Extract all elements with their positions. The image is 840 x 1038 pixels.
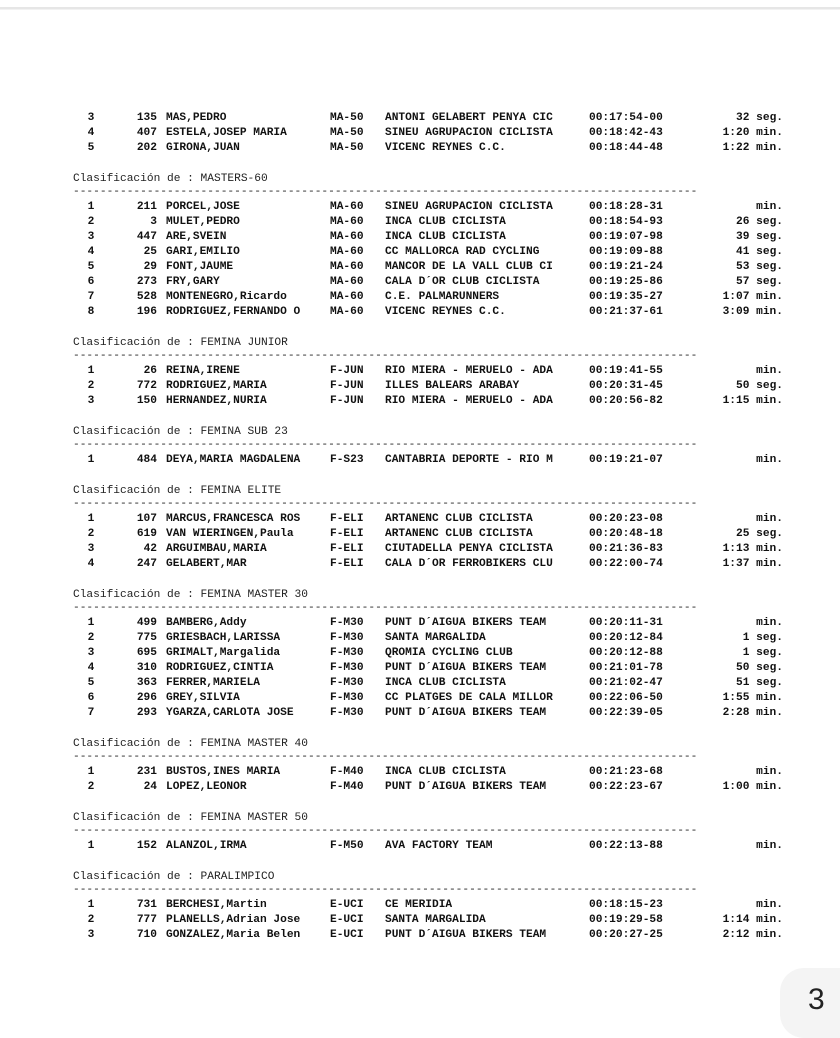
dorsal-cell: 777 — [136, 914, 157, 926]
category-cell: F-M30 — [330, 617, 364, 629]
position-cell: 5 — [87, 261, 95, 273]
club-cell: QROMIA CYCLING CLUB — [385, 647, 513, 659]
rider-name-cell: MULET,PEDRO — [166, 216, 240, 228]
separator-dashes: --------------------------------------------------------------------------------------------- — [73, 884, 698, 896]
gap-cell: 1:13 min. — [722, 543, 783, 555]
category-cell: F-ELI — [330, 543, 364, 555]
separator-line — [0, 883, 840, 898]
category-cell: F-M30 — [330, 662, 364, 674]
position-cell: 1 — [87, 617, 95, 629]
dorsal-cell: 107 — [136, 513, 157, 525]
gap-cell: min. — [756, 365, 783, 377]
dorsal-cell: 25 — [143, 246, 157, 258]
result-row — [0, 928, 840, 943]
category-cell: MA-60 — [330, 291, 364, 303]
result-row — [0, 111, 840, 126]
club-cell: C.E. PALMARUNNERS — [385, 291, 500, 303]
gap-cell: min. — [756, 201, 783, 213]
rider-name-cell: GRIMALT,Margalida — [166, 647, 281, 659]
category-cell: F-M30 — [330, 632, 364, 644]
rider-name-cell: HERNANDEZ,NURIA — [166, 395, 267, 407]
separator-dashes: --------------------------------------------------------------------------------------------- — [73, 825, 698, 837]
rider-name-cell: MONTENEGRO,Ricardo — [166, 291, 287, 303]
category-cell: F-ELI — [330, 513, 364, 525]
result-row — [0, 542, 840, 557]
time-cell: 00:19:25-86 — [589, 276, 663, 288]
time-cell: 00:20:12-84 — [589, 632, 663, 644]
gap-cell: min. — [756, 899, 783, 911]
club-cell: PUNT D´AIGUA BIKERS TEAM — [385, 929, 547, 941]
position-cell: 1 — [87, 766, 95, 778]
dorsal-cell: 202 — [136, 142, 157, 154]
result-row — [0, 839, 840, 854]
result-row — [0, 676, 840, 691]
result-row — [0, 646, 840, 661]
position-cell: 1 — [87, 454, 95, 466]
position-cell: 8 — [87, 306, 95, 318]
dorsal-cell: 42 — [143, 543, 157, 555]
dorsal-cell: 363 — [136, 677, 157, 689]
page-number: 3 — [808, 983, 825, 1016]
position-cell: 4 — [87, 127, 95, 139]
rider-name-cell: RODRIGUEZ,MARIA — [166, 380, 267, 392]
dorsal-cell: 150 — [136, 395, 157, 407]
gap-cell: min. — [756, 513, 783, 525]
time-cell: 00:19:07-98 — [589, 231, 663, 243]
time-cell: 00:21:37-61 — [589, 306, 663, 318]
club-cell: RIO MIERA - MERUELO - ADA — [385, 395, 553, 407]
rider-name-cell: GREY,SILVIA — [166, 692, 240, 704]
rider-name-cell: YGARZA,CARLOTA JOSE — [166, 707, 294, 719]
gap-cell: 1:15 min. — [722, 395, 783, 407]
position-cell: 3 — [87, 112, 95, 124]
category-cell: F-JUN — [330, 380, 364, 392]
separator-line — [0, 349, 840, 364]
rider-name-cell: ARE,SVEIN — [166, 231, 227, 243]
separator-dashes: --------------------------------------------------------------------------------------------- — [73, 602, 698, 614]
result-row — [0, 706, 840, 721]
position-cell: 2 — [87, 380, 95, 392]
gap-cell: 1 seg. — [742, 647, 783, 659]
result-row — [0, 691, 840, 706]
gap-cell: 51 seg. — [736, 677, 783, 689]
club-cell: CALA D´OR FERROBIKERS CLU — [385, 558, 553, 570]
category-cell: F-M40 — [330, 781, 364, 793]
category-cell: F-M50 — [330, 840, 364, 852]
position-cell: 4 — [87, 246, 95, 258]
time-cell: 00:22:13-88 — [589, 840, 663, 852]
gap-cell: 1 seg. — [742, 632, 783, 644]
position-cell: 3 — [87, 647, 95, 659]
rider-name-cell: BUSTOS,INES MARIA — [166, 766, 281, 778]
result-row — [0, 898, 840, 913]
category-cell: E-UCI — [330, 914, 364, 926]
rider-name-cell: DEYA,MARIA MAGDALENA — [166, 454, 301, 466]
club-cell: CC MALLORCA RAD CYCLING — [385, 246, 540, 258]
position-cell: 3 — [87, 929, 95, 941]
result-row — [0, 364, 840, 379]
position-cell: 5 — [87, 142, 95, 154]
classification-title: Clasificación de : MASTERS-60 — [73, 173, 268, 185]
club-cell: ILLES BALEARS ARABAY — [385, 380, 520, 392]
separator-line — [0, 750, 840, 765]
position-cell: 1 — [87, 513, 95, 525]
dorsal-cell: 619 — [136, 528, 157, 540]
classification-title: Clasificación de : FEMINA MASTER 50 — [73, 812, 308, 824]
club-cell: CE MERIDIA — [385, 899, 453, 911]
position-cell: 5 — [87, 677, 95, 689]
result-row — [0, 616, 840, 631]
gap-cell: 50 seg. — [736, 380, 783, 392]
rider-name-cell: GARI,EMILIO — [166, 246, 240, 258]
position-cell: 2 — [87, 216, 95, 228]
dorsal-cell: 775 — [136, 632, 157, 644]
gap-cell: min. — [756, 617, 783, 629]
dorsal-cell: 731 — [136, 899, 157, 911]
gap-cell: 2:28 min. — [722, 707, 783, 719]
category-cell: MA-60 — [330, 201, 364, 213]
time-cell: 00:22:39-05 — [589, 707, 663, 719]
rider-name-cell: LOPEZ,LEONOR — [166, 781, 247, 793]
time-cell: 00:19:41-55 — [589, 365, 663, 377]
dorsal-cell: 211 — [136, 201, 157, 213]
dorsal-cell: 231 — [136, 766, 157, 778]
position-cell: 1 — [87, 201, 95, 213]
dorsal-cell: 26 — [143, 365, 157, 377]
category-cell: MA-50 — [330, 127, 364, 139]
gap-cell: 57 seg. — [736, 276, 783, 288]
position-cell: 1 — [87, 365, 95, 377]
club-cell: VICENC REYNES C.C. — [385, 306, 506, 318]
separator-dashes: --------------------------------------------------------------------------------------------- — [73, 350, 698, 362]
time-cell: 00:20:11-31 — [589, 617, 663, 629]
category-cell: F-JUN — [330, 365, 364, 377]
gap-cell: 1:07 min. — [722, 291, 783, 303]
classification-title: Clasificación de : FEMINA MASTER 40 — [73, 738, 308, 750]
gap-cell: 1:22 min. — [722, 142, 783, 154]
gap-cell: 1:20 min. — [722, 127, 783, 139]
dorsal-cell: 310 — [136, 662, 157, 674]
result-row — [0, 290, 840, 305]
gap-cell: 2:12 min. — [722, 929, 783, 941]
position-cell: 7 — [87, 291, 95, 303]
rider-name-cell: FONT,JAUME — [166, 261, 234, 273]
time-cell: 00:21:23-68 — [589, 766, 663, 778]
position-cell: 4 — [87, 558, 95, 570]
classification-title: Clasificación de : FEMINA SUB 23 — [73, 426, 288, 438]
category-cell: F-M30 — [330, 647, 364, 659]
dorsal-cell: 152 — [136, 840, 157, 852]
position-cell: 7 — [87, 707, 95, 719]
rider-name-cell: BERCHESI,Martin — [166, 899, 267, 911]
time-cell: 00:20:12-88 — [589, 647, 663, 659]
position-cell: 2 — [87, 914, 95, 926]
classification-title: Clasificación de : FEMINA ELITE — [73, 485, 282, 497]
club-cell: ARTANENC CLUB CICLISTA — [385, 513, 533, 525]
club-cell: PUNT D´AIGUA BIKERS TEAM — [385, 707, 547, 719]
club-cell: RIO MIERA - MERUELO - ADA — [385, 365, 553, 377]
result-row — [0, 913, 840, 928]
separator-dashes: --------------------------------------------------------------------------------------------- — [73, 439, 698, 451]
separator-line — [0, 438, 840, 453]
club-cell: SANTA MARGALIDA — [385, 914, 486, 926]
dorsal-cell: 196 — [136, 306, 157, 318]
time-cell: 00:18:15-23 — [589, 899, 663, 911]
time-cell: 00:19:29-58 — [589, 914, 663, 926]
result-row — [0, 260, 840, 275]
time-cell: 00:20:27-25 — [589, 929, 663, 941]
category-cell: F-M40 — [330, 766, 364, 778]
time-cell: 00:20:48-18 — [589, 528, 663, 540]
rider-name-cell: FERRER,MARIELA — [166, 677, 260, 689]
gap-cell: 53 seg. — [736, 261, 783, 273]
rider-name-cell: GONZALEZ,Maria Belen — [166, 929, 301, 941]
club-cell: INCA CLUB CICLISTA — [385, 766, 506, 778]
category-cell: F-M30 — [330, 707, 364, 719]
time-cell: 00:19:21-07 — [589, 454, 663, 466]
rider-name-cell: RODRIGUEZ,FERNANDO O — [166, 306, 301, 318]
club-cell: VICENC REYNES C.C. — [385, 142, 506, 154]
result-row — [0, 527, 840, 542]
time-cell: 00:20:56-82 — [589, 395, 663, 407]
category-cell: MA-60 — [330, 216, 364, 228]
separator-dashes: --------------------------------------------------------------------------------------------- — [73, 498, 698, 510]
club-cell: PUNT D´AIGUA BIKERS TEAM — [385, 781, 547, 793]
gap-cell: 1:00 min. — [722, 781, 783, 793]
result-row — [0, 394, 840, 409]
gap-cell: 1:55 min. — [722, 692, 783, 704]
rider-name-cell: GRIESBACH,LARISSA — [166, 632, 281, 644]
rider-name-cell: FRY,GARY — [166, 276, 220, 288]
result-row — [0, 245, 840, 260]
separator-line — [0, 497, 840, 512]
gap-cell: 25 seg. — [736, 528, 783, 540]
classification-title: Clasificación de : FEMINA JUNIOR — [73, 337, 288, 349]
gap-cell: min. — [756, 454, 783, 466]
time-cell: 00:17:54-00 — [589, 112, 663, 124]
category-cell: MA-60 — [330, 276, 364, 288]
gap-cell: 50 seg. — [736, 662, 783, 674]
category-cell: MA-60 — [330, 231, 364, 243]
time-cell: 00:18:44-48 — [589, 142, 663, 154]
separator-line — [0, 185, 840, 200]
dorsal-cell: 447 — [136, 231, 157, 243]
result-row — [0, 557, 840, 572]
dorsal-cell: 135 — [136, 112, 157, 124]
time-cell: 00:19:21-24 — [589, 261, 663, 273]
category-cell: MA-60 — [330, 306, 364, 318]
viewer-top-bar — [0, 0, 840, 9]
result-row — [0, 200, 840, 215]
dorsal-cell: 407 — [136, 127, 157, 139]
category-cell: F-ELI — [330, 558, 364, 570]
gap-cell: 26 seg. — [736, 216, 783, 228]
result-row — [0, 141, 840, 156]
gap-cell: 39 seg. — [736, 231, 783, 243]
club-cell: CANTABRIA DEPORTE - RIO M — [385, 454, 553, 466]
gap-cell: min. — [756, 840, 783, 852]
position-cell: 4 — [87, 662, 95, 674]
club-cell: SINEU AGRUPACION CICLISTA — [385, 127, 553, 139]
time-cell: 00:20:31-45 — [589, 380, 663, 392]
category-cell: F-ELI — [330, 528, 364, 540]
rider-name-cell: ARGUIMBAU,MARIA — [166, 543, 267, 555]
club-cell: ARTANENC CLUB CICLISTA — [385, 528, 533, 540]
dorsal-cell: 528 — [136, 291, 157, 303]
time-cell: 00:18:54-93 — [589, 216, 663, 228]
separator-dashes: --------------------------------------------------------------------------------------------- — [73, 751, 698, 763]
category-cell: E-UCI — [330, 899, 364, 911]
time-cell: 00:22:06-50 — [589, 692, 663, 704]
separator-dashes: --------------------------------------------------------------------------------------------- — [73, 186, 698, 198]
rider-name-cell: GIRONA,JUAN — [166, 142, 240, 154]
rider-name-cell: MAS,PEDRO — [166, 112, 227, 124]
position-cell: 6 — [87, 692, 95, 704]
position-cell: 2 — [87, 632, 95, 644]
club-cell: INCA CLUB CICLISTA — [385, 216, 506, 228]
rider-name-cell: REINA,IRENE — [166, 365, 240, 377]
gap-cell: 1:37 min. — [722, 558, 783, 570]
rider-name-cell: GELABERT,MAR — [166, 558, 247, 570]
dorsal-cell: 273 — [136, 276, 157, 288]
club-cell: CIUTADELLA PENYA CICLISTA — [385, 543, 553, 555]
result-row — [0, 215, 840, 230]
position-cell: 1 — [87, 840, 95, 852]
time-cell: 00:19:35-27 — [589, 291, 663, 303]
category-cell: F-JUN — [330, 395, 364, 407]
dorsal-cell: 293 — [136, 707, 157, 719]
club-cell: CC PLATGES DE CALA MILLOR — [385, 692, 553, 704]
result-row — [0, 126, 840, 141]
time-cell: 00:18:42-43 — [589, 127, 663, 139]
dorsal-cell: 499 — [136, 617, 157, 629]
gap-cell: 41 seg. — [736, 246, 783, 258]
club-cell: INCA CLUB CICLISTA — [385, 677, 506, 689]
club-cell: INCA CLUB CICLISTA — [385, 231, 506, 243]
position-cell: 1 — [87, 899, 95, 911]
rider-name-cell: MARCUS,FRANCESCA ROS — [166, 513, 301, 525]
result-row — [0, 661, 840, 676]
rider-name-cell: PORCEL,JOSE — [166, 201, 240, 213]
position-cell: 3 — [87, 543, 95, 555]
result-row — [0, 305, 840, 320]
category-cell: E-UCI — [330, 929, 364, 941]
dorsal-cell: 772 — [136, 380, 157, 392]
rider-name-cell: PLANELLS,Adrian Jose — [166, 914, 301, 926]
time-cell: 00:22:23-67 — [589, 781, 663, 793]
rider-name-cell: BAMBERG,Addy — [166, 617, 247, 629]
club-cell: ANTONI GELABERT PENYA CIC — [385, 112, 553, 124]
time-cell: 00:20:23-08 — [589, 513, 663, 525]
dorsal-cell: 710 — [136, 929, 157, 941]
position-cell: 2 — [87, 528, 95, 540]
rider-name-cell: ALANZOL,IRMA — [166, 840, 247, 852]
gap-cell: 32 seg. — [736, 112, 783, 124]
category-cell: MA-60 — [330, 261, 364, 273]
result-row — [0, 275, 840, 290]
result-row — [0, 230, 840, 245]
dorsal-cell: 3 — [150, 216, 157, 228]
club-cell: SANTA MARGALIDA — [385, 632, 486, 644]
category-cell: MA-60 — [330, 246, 364, 258]
classification-title: Clasificación de : PARALIMPICO — [73, 871, 275, 883]
result-row — [0, 780, 840, 795]
separator-line — [0, 824, 840, 839]
category-cell: MA-50 — [330, 142, 364, 154]
club-cell: MANCOR DE LA VALL CLUB CI — [385, 261, 553, 273]
position-cell: 3 — [87, 231, 95, 243]
position-cell: 6 — [87, 276, 95, 288]
rider-name-cell: RODRIGUEZ,CINTIA — [166, 662, 274, 674]
time-cell: 00:19:09-88 — [589, 246, 663, 258]
club-cell: CALA D´OR CLUB CICLISTA — [385, 276, 540, 288]
club-cell: PUNT D´AIGUA BIKERS TEAM — [385, 617, 547, 629]
category-cell: F-S23 — [330, 454, 364, 466]
result-row — [0, 631, 840, 646]
separator-line — [0, 601, 840, 616]
time-cell: 00:22:00-74 — [589, 558, 663, 570]
result-row — [0, 379, 840, 394]
gap-cell: 1:14 min. — [722, 914, 783, 926]
gap-cell: min. — [756, 766, 783, 778]
result-row — [0, 453, 840, 468]
time-cell: 00:18:28-31 — [589, 201, 663, 213]
dorsal-cell: 484 — [136, 454, 157, 466]
viewer-top-divider — [0, 9, 840, 10]
position-cell: 3 — [87, 395, 95, 407]
dorsal-cell: 247 — [136, 558, 157, 570]
rider-name-cell: VAN WIERINGEN,Paula — [166, 528, 294, 540]
gap-cell: 3:09 min. — [722, 306, 783, 318]
time-cell: 00:21:36-83 — [589, 543, 663, 555]
dorsal-cell: 29 — [143, 261, 157, 273]
dorsal-cell: 24 — [143, 781, 157, 793]
dorsal-cell: 695 — [136, 647, 157, 659]
time-cell: 00:21:01-78 — [589, 662, 663, 674]
club-cell: PUNT D´AIGUA BIKERS TEAM — [385, 662, 547, 674]
club-cell: SINEU AGRUPACION CICLISTA — [385, 201, 553, 213]
club-cell: AVA FACTORY TEAM — [385, 840, 493, 852]
position-cell: 2 — [87, 781, 95, 793]
classification-title: Clasificación de : FEMINA MASTER 30 — [73, 589, 308, 601]
time-cell: 00:21:02-47 — [589, 677, 663, 689]
result-row — [0, 765, 840, 780]
category-cell: F-M30 — [330, 692, 364, 704]
result-row — [0, 512, 840, 527]
category-cell: MA-50 — [330, 112, 364, 124]
category-cell: F-M30 — [330, 677, 364, 689]
rider-name-cell: ESTELA,JOSEP MARIA — [166, 127, 287, 139]
dorsal-cell: 296 — [136, 692, 157, 704]
